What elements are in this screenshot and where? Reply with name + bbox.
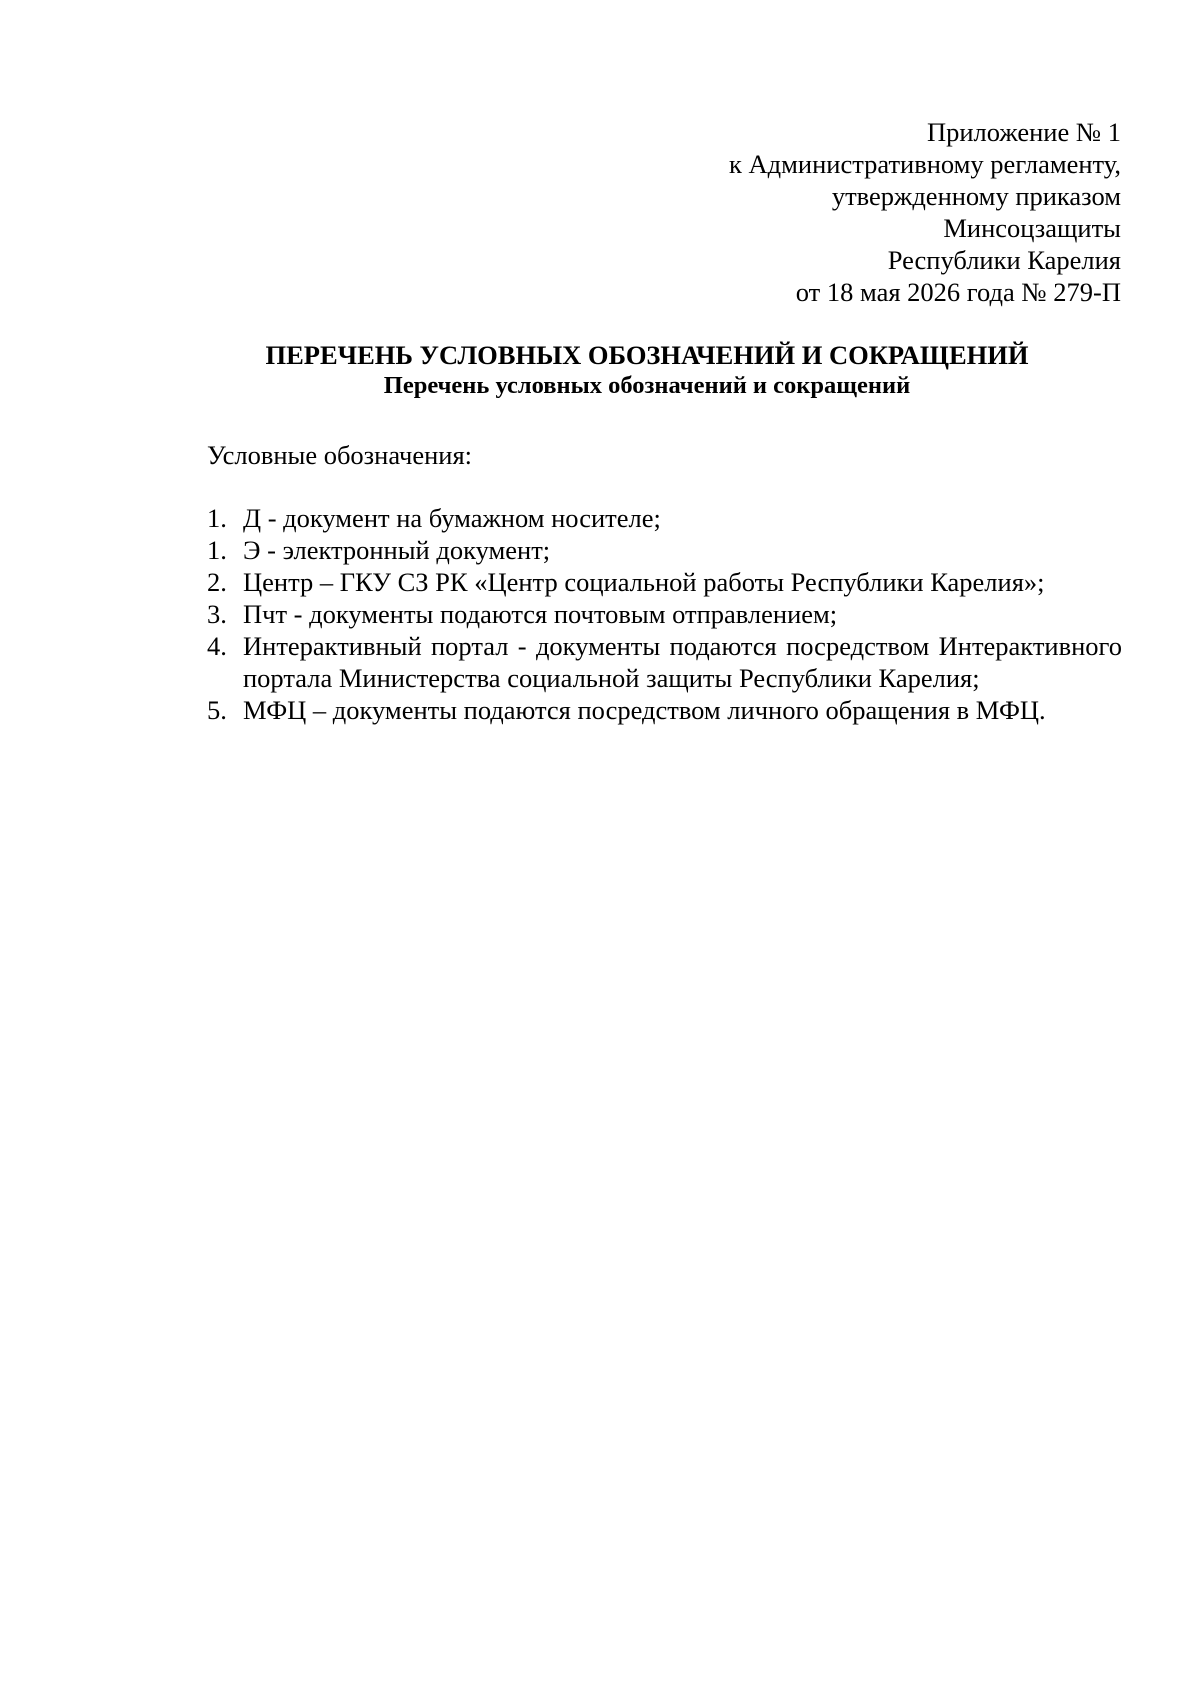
legend-intro: Условные обозначения: — [207, 440, 473, 470]
document-subtitle: Перечень условных обозначений и сокращений — [383, 372, 911, 399]
abbreviation-list — [207, 502, 1122, 726]
document-title: ПЕРЕЧЕНЬ УСЛОВНЫХ ОБОЗНАЧЕНИЙ И СОКРАЩЕНИЙ — [265, 340, 1029, 370]
list-item — [207, 502, 1122, 534]
list-item — [207, 566, 1122, 598]
list-item — [207, 694, 1122, 726]
list-item-text: Центр – ГКУ СЗ РК «Центр социальной работы Республики Карелия»; — [243, 567, 1045, 597]
list-item-text: МФЦ – документы подаются посредством личного обращения в МФЦ. — [243, 695, 1046, 725]
appendix-header — [729, 116, 1121, 308]
appendix-date: от 18 мая 2026 года № 279-П — [795, 277, 1121, 307]
appendix-approval: утвержденному приказом — [831, 181, 1121, 211]
appendix-reference: к Административному регламенту, — [729, 149, 1121, 179]
list-item — [207, 630, 1122, 694]
document-title-block — [0, 339, 1200, 401]
appendix-ministry: Минсоцзащиты — [943, 213, 1121, 243]
appendix-region: Республики Карелия — [887, 245, 1121, 275]
list-item — [207, 598, 1122, 630]
list-item-number: 3. — [207, 599, 227, 629]
list-item — [207, 534, 1122, 566]
list-item-number: 1. — [207, 503, 227, 533]
list-item-text: Д - документ на бумажном носителе; — [243, 503, 661, 533]
appendix-number: Приложение № 1 — [926, 117, 1121, 147]
list-item-number: 5. — [207, 695, 227, 725]
list-item-number: 4. — [207, 631, 227, 661]
list-item-text: Э - электронный документ; — [243, 535, 551, 565]
list-item-number: 1. — [207, 535, 227, 565]
list-item-text: Интерактивный портал - документы подаются посредством Интерактивного портала Министерства социальной защиты Республики Карелия; — [243, 631, 1122, 693]
list-item-text: Пчт - документы подаются почтовым отправлением; — [243, 599, 838, 629]
list-item-number: 2. — [207, 567, 227, 597]
